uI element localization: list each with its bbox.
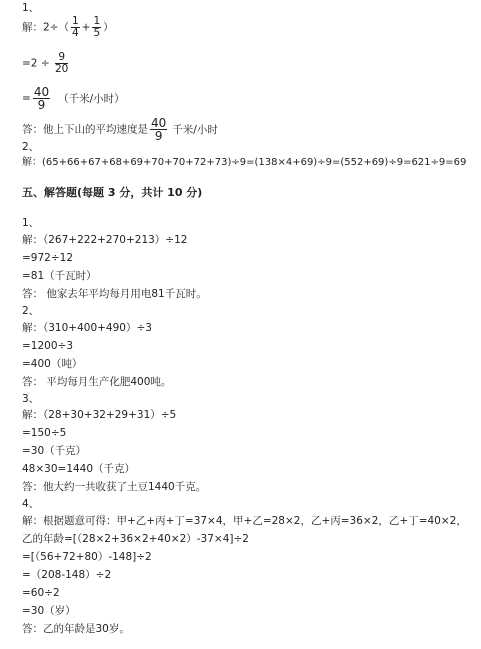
- q1-line1-prefix: 解：2÷（: [22, 21, 69, 34]
- fraction-numerator: 9: [55, 52, 68, 64]
- q1-answer: [22, 117, 218, 142]
- q1-answer-unit: 千米/小时: [172, 123, 218, 136]
- p5-q2-line-3: =400（吨）: [22, 358, 83, 370]
- p5-q1-line-2: =972÷12: [22, 252, 73, 264]
- p5-q2-line-1: 解：（310+400+490）÷3: [22, 322, 152, 334]
- q1-answer-prefix: 答：他上下山的平均速度是: [22, 123, 148, 136]
- p5-q1-line-3: =81（千瓦时）: [22, 270, 97, 282]
- fraction-denominator: 5: [93, 27, 101, 39]
- fraction-forty-ninths: [150, 117, 167, 142]
- p5-q3-answer: 答：他大约一共收获了土豆1440千克。: [22, 481, 207, 493]
- fraction-numerator: 40: [151, 116, 167, 130]
- p5-q2-answer: 答： 平均每月生产化肥400吨。: [22, 376, 172, 388]
- q1-line1-suffix: ）: [103, 21, 114, 34]
- fraction-denominator: 20: [54, 63, 69, 75]
- p5-q4-line-1: 解：根据题意可得：甲+乙+丙+丁=37×4，甲+乙=28×2，乙+丙=36×2，乙+丁=40×2，: [22, 515, 467, 527]
- p5-q4-answer: 答：乙的年龄是30岁。: [22, 623, 130, 635]
- p5-q3-line-3: =30（千克）: [22, 445, 87, 457]
- fraction-forty-ninths: [33, 86, 50, 111]
- p5-q1-number: 1、: [22, 217, 40, 229]
- p5-q4-line-6: =30（岁）: [22, 605, 76, 617]
- plus-sign: +: [81, 21, 91, 34]
- q1-number: 1、: [22, 2, 40, 14]
- fraction-nine-twentieths: [55, 52, 68, 75]
- fraction-numerator: 1: [93, 15, 101, 27]
- q1-line3-unit: （千米/小时）: [58, 92, 125, 105]
- q1-line-2: [22, 52, 70, 75]
- p5-q3-line-1: 解：（28+30+32+29+31）÷5: [22, 409, 177, 421]
- q1-line-3: [22, 86, 125, 111]
- p5-q4-number: 4、: [22, 498, 40, 510]
- fraction-denominator: 9: [154, 129, 163, 143]
- p5-q2-number: 2、: [22, 305, 40, 317]
- p5-q3-line-4: 48×30=1440（千克）: [22, 463, 136, 475]
- p5-q3-line-2: =150÷5: [22, 427, 67, 439]
- q1-line3-prefix: =: [22, 92, 31, 105]
- fraction-one-quarter: [71, 16, 80, 39]
- p5-q4-line-5: =60÷2: [22, 587, 60, 599]
- p5-q4-line-2: 乙的年龄=[（28×2+36×2+40×2）-37×4]÷2: [22, 533, 249, 545]
- fraction-numerator: 1: [71, 15, 79, 27]
- section-title: 五、解答题(每题 3 分，共计 10 分): [22, 186, 203, 199]
- p5-q1-answer: 答： 他家去年平均每月用电81千瓦时。: [22, 288, 207, 300]
- q1-line-1: [22, 16, 114, 39]
- p5-q4-line-3: =[（56+72+80）-148]÷2: [22, 551, 152, 563]
- fraction-one-fifth: [92, 16, 101, 39]
- fraction-numerator: 40: [33, 85, 50, 99]
- p5-q1-line-1: 解：（267+222+270+213）÷12: [22, 234, 188, 246]
- q1-line2-prefix: =2 ÷: [22, 57, 50, 70]
- fraction-denominator: 9: [37, 98, 46, 112]
- p5-q2-line-2: =1200÷3: [22, 340, 73, 352]
- q2-line-1: 解：(65+66+67+68+69+70+70+72+73)÷9=(138×4+69)÷9=(552+69)÷9=621÷9=69: [22, 157, 467, 168]
- p5-q3-number: 3、: [22, 393, 40, 405]
- fraction-denominator: 4: [71, 27, 79, 39]
- p5-q4-line-4: =（208-148）÷2: [22, 569, 112, 581]
- q2-number: 2、: [22, 141, 40, 153]
